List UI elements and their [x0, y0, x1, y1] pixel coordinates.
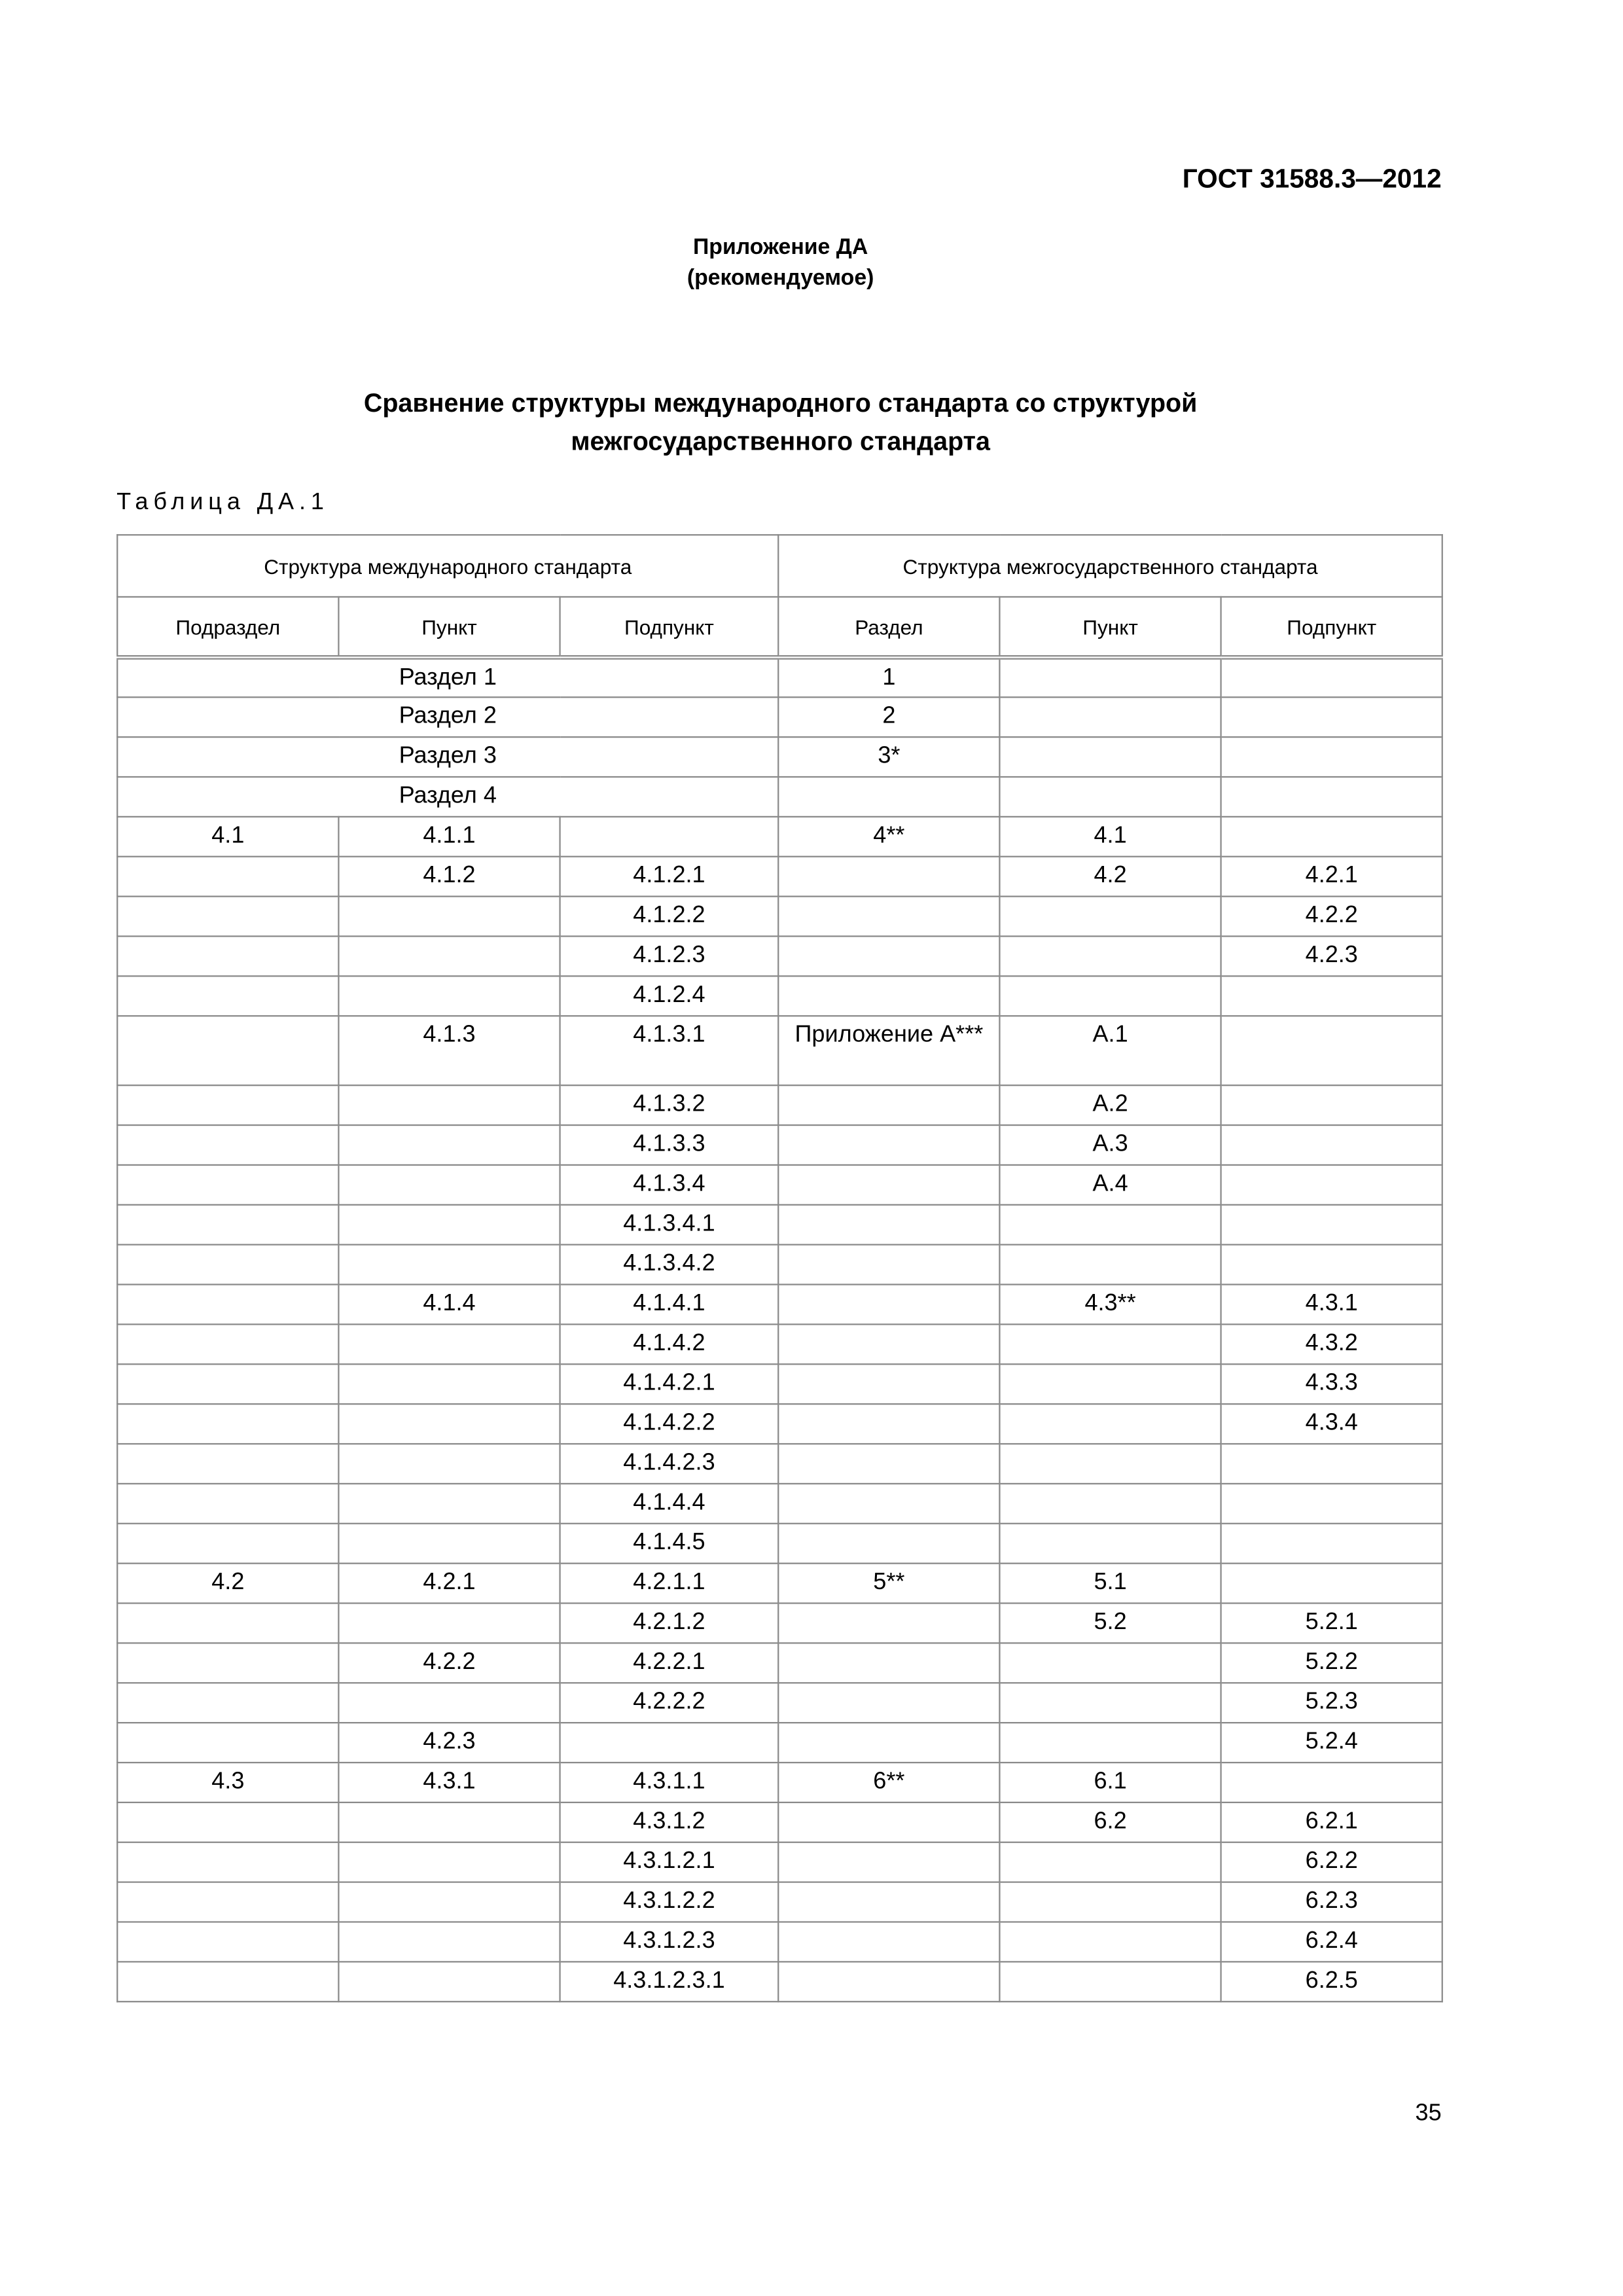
table-cell [778, 1125, 999, 1165]
table-cell: 4.3.1.2.3 [560, 1922, 779, 1962]
table-cell: 4.1.2 [338, 857, 560, 897]
table-cell: 4.1.4.4 [560, 1484, 779, 1524]
table-row [117, 697, 1442, 737]
table-cell: 4.2.1 [338, 1564, 560, 1604]
table-cell [999, 1524, 1221, 1564]
table-cell [999, 1404, 1221, 1444]
group-header-international: Структура международного стандарта [117, 535, 778, 597]
table-cell: 4.1.4 [338, 1285, 560, 1325]
table-cell [778, 1364, 999, 1404]
table-cell [1221, 976, 1442, 1016]
table-cell [1221, 697, 1442, 737]
table-cell: 3* [778, 737, 999, 777]
table-cell [1221, 1165, 1442, 1205]
table-cell: 4** [778, 817, 999, 857]
table-row [117, 1285, 1442, 1325]
table-cell: Раздел 2 [117, 697, 778, 737]
table-cell: 4.2 [117, 1564, 338, 1604]
table-cell [999, 657, 1221, 697]
table-cell [117, 1604, 338, 1643]
table-cell [1221, 1245, 1442, 1285]
table-cell [338, 1484, 560, 1524]
table-row [117, 1404, 1442, 1444]
table-cell [778, 897, 999, 937]
table-cell [338, 1364, 560, 1404]
table-cell [778, 936, 999, 976]
table-cell [560, 1723, 779, 1763]
table-row [117, 1803, 1442, 1842]
table-row [117, 897, 1442, 937]
table-cell: 4.3.1.2 [560, 1803, 779, 1842]
table-cell: Раздел 1 [117, 657, 778, 697]
table-cell: 4.3.1.2.3.1 [560, 1962, 779, 2001]
table-cell [778, 1962, 999, 2001]
table-cell: 4.3.1.2.2 [560, 1882, 779, 1922]
table-cell [1221, 1564, 1442, 1604]
table-row [117, 1165, 1442, 1205]
table-cell [1221, 1484, 1442, 1524]
table-row [117, 1205, 1442, 1245]
table-cell: 4.1.3.4 [560, 1165, 779, 1205]
table-row [117, 1324, 1442, 1364]
table-cell [117, 857, 338, 897]
table-cell [999, 936, 1221, 976]
table-body [117, 657, 1442, 2001]
table-cell: 4.3 [117, 1763, 338, 1803]
table-cell: 5.2.2 [1221, 1643, 1442, 1683]
table-cell [1221, 1125, 1442, 1165]
table-cell [338, 976, 560, 1016]
table-row [117, 817, 1442, 857]
table-cell [999, 1324, 1221, 1364]
table-cell [117, 1723, 338, 1763]
table-cell [117, 1882, 338, 1922]
table-cell [117, 1085, 338, 1125]
table-cell [117, 1444, 338, 1484]
table-cell [338, 1324, 560, 1364]
table-cell [117, 897, 338, 937]
table-row [117, 976, 1442, 1016]
table-cell: 4.1.2.4 [560, 976, 779, 1016]
table-cell: Раздел 4 [117, 777, 778, 817]
table-row [117, 777, 1442, 817]
table-cell: 4.1.2.3 [560, 936, 779, 976]
table-cell [999, 1922, 1221, 1962]
table-cell [117, 1125, 338, 1165]
table-cell [338, 936, 560, 976]
table-row [117, 1484, 1442, 1524]
table-cell: 4.1.4.2.3 [560, 1444, 779, 1484]
table-row [117, 1763, 1442, 1803]
table-cell [999, 1643, 1221, 1683]
table-cell: 4.2.1 [1221, 857, 1442, 897]
table-cell [778, 976, 999, 1016]
table-cell [338, 1962, 560, 2001]
table-cell [117, 976, 338, 1016]
table-cell [1221, 1016, 1442, 1085]
table-row [117, 1524, 1442, 1564]
table-cell [778, 1484, 999, 1524]
table-cell [778, 1803, 999, 1842]
table-cell: 6.2.4 [1221, 1922, 1442, 1962]
column-header: Подпункт [560, 597, 779, 657]
table-cell [999, 1683, 1221, 1723]
structure-comparison-table [116, 534, 1443, 2002]
table-cell [338, 1842, 560, 1882]
table-cell [117, 1245, 338, 1285]
table-cell: 4.1.4.2.2 [560, 1404, 779, 1444]
table-cell: 4.1.3.4.2 [560, 1245, 779, 1285]
table-cell [778, 1922, 999, 1962]
table-cell: 4.3.1.1 [560, 1763, 779, 1803]
table-cell [1221, 737, 1442, 777]
table-cell: 5.2.4 [1221, 1723, 1442, 1763]
table-cell [778, 1842, 999, 1882]
table-cell: 4.1.3.1 [560, 1016, 779, 1085]
table-cell: 4.2.2.1 [560, 1643, 779, 1683]
table-cell [778, 857, 999, 897]
section-title-line-1: Сравнение структуры международного стандарта со структурой [363, 387, 1198, 418]
table-cell [999, 777, 1221, 817]
table-cell [117, 1016, 338, 1085]
annex-status: (рекомендуемое) [687, 265, 874, 291]
table-cell [338, 1604, 560, 1643]
table-cell [338, 1125, 560, 1165]
table-cell: 5.2.3 [1221, 1683, 1442, 1723]
table-row [117, 1016, 1442, 1085]
table-cell [999, 976, 1221, 1016]
document-number: ГОСТ 31588.3—2012 [1182, 164, 1442, 194]
column-header: Пункт [999, 597, 1221, 657]
table-cell [1221, 1085, 1442, 1125]
table-cell: 4.1.3.2 [560, 1085, 779, 1125]
table-cell: 4.3.1.2.1 [560, 1842, 779, 1882]
table-cell: 4.1.4.1 [560, 1285, 779, 1325]
table-cell [117, 1285, 338, 1325]
table-row [117, 857, 1442, 897]
table-cell [338, 1205, 560, 1245]
table-row [117, 1604, 1442, 1643]
table-cell [1221, 1205, 1442, 1245]
table-cell [117, 1683, 338, 1723]
table-row [117, 1085, 1442, 1125]
table-cell: 4.2.2 [338, 1643, 560, 1683]
table-cell [117, 1643, 338, 1683]
table-cell [338, 1882, 560, 1922]
table-cell: А.3 [999, 1125, 1221, 1165]
table-cell [999, 697, 1221, 737]
page-number: 35 [1415, 2101, 1442, 2126]
table-cell [338, 1524, 560, 1564]
table-row [117, 1564, 1442, 1604]
table-row [117, 1125, 1442, 1165]
table-row [117, 1364, 1442, 1404]
table-cell [1221, 1763, 1442, 1803]
table-cell [999, 1723, 1221, 1763]
table-cell [999, 1842, 1221, 1882]
table-cell: 4.1.4.5 [560, 1524, 779, 1564]
table-cell [778, 1524, 999, 1564]
table-row [117, 657, 1442, 697]
table-cell [778, 1604, 999, 1643]
table-cell: 6.2.5 [1221, 1962, 1442, 2001]
table-cell [999, 1364, 1221, 1404]
table-cell: 4.2 [999, 857, 1221, 897]
table-cell [778, 1245, 999, 1285]
table-cell [338, 1444, 560, 1484]
table-row [117, 1882, 1442, 1922]
table-cell: 4.2.3 [338, 1723, 560, 1763]
table-cell [1221, 817, 1442, 857]
table-cell [778, 1643, 999, 1683]
table-cell: 4.2.1.2 [560, 1604, 779, 1643]
table-cell: 4.1.1 [338, 817, 560, 857]
table-cell: 4.1.3.3 [560, 1125, 779, 1165]
table-cell: 6.2 [999, 1803, 1221, 1842]
table-cell [117, 1364, 338, 1404]
table-cell: 6.2.3 [1221, 1882, 1442, 1922]
table-cell: 4.1.3 [338, 1016, 560, 1085]
table-row [117, 1723, 1442, 1763]
table-cell: 4.3.1 [338, 1763, 560, 1803]
table-cell [999, 897, 1221, 937]
table-cell [1221, 1444, 1442, 1484]
table-cell: Раздел 3 [117, 737, 778, 777]
table-cell [778, 1324, 999, 1364]
table-cell [338, 1245, 560, 1285]
table-cell [778, 1882, 999, 1922]
table-cell: 4.2.2 [1221, 897, 1442, 937]
column-header: Пункт [338, 597, 560, 657]
table-cell [117, 1842, 338, 1882]
table-cell: 6.2.2 [1221, 1842, 1442, 1882]
table-cell: А.2 [999, 1085, 1221, 1125]
table-row [117, 1842, 1442, 1882]
table-cell: А.1 [999, 1016, 1221, 1085]
table-cell [1221, 657, 1442, 697]
table-cell: 6.2.1 [1221, 1803, 1442, 1842]
table-cell: 4.1 [999, 817, 1221, 857]
table-cell [1221, 1524, 1442, 1564]
table-cell: 4.3.1 [1221, 1285, 1442, 1325]
table-row [117, 1922, 1442, 1962]
table-cell [778, 1404, 999, 1444]
table-cell: 1 [778, 657, 999, 697]
table-cell [338, 1683, 560, 1723]
table-cell: 5.1 [999, 1564, 1221, 1604]
table-cell: 5.2.1 [1221, 1604, 1442, 1643]
table-cell: 6** [778, 1763, 999, 1803]
table-cell [1221, 777, 1442, 817]
table-cell [338, 1803, 560, 1842]
table-cell [778, 1205, 999, 1245]
table-cell [117, 1962, 338, 2001]
table-cell [778, 1285, 999, 1325]
table-cell [778, 1683, 999, 1723]
table-cell [117, 1324, 338, 1364]
table-cell [778, 1723, 999, 1763]
table-cell: Приложение А*** [778, 1016, 999, 1085]
table-cell [560, 817, 779, 857]
table-cell: 4.3.2 [1221, 1324, 1442, 1364]
table-row [117, 1683, 1442, 1723]
table-cell [778, 1085, 999, 1125]
table-cell: 5.2 [999, 1604, 1221, 1643]
table-cell [778, 1165, 999, 1205]
table-cell [999, 1205, 1221, 1245]
column-header: Подпункт [1221, 597, 1442, 657]
table-cell [338, 1404, 560, 1444]
table-cell [778, 777, 999, 817]
table-cell: 4.1.2.2 [560, 897, 779, 937]
table-cell: 4.3.4 [1221, 1404, 1442, 1444]
table-cell [338, 1165, 560, 1205]
table-cell [338, 1085, 560, 1125]
table-cell [117, 1803, 338, 1842]
table-row [117, 1245, 1442, 1285]
table-cell [338, 1922, 560, 1962]
table-cell: 4.1 [117, 817, 338, 857]
table-cell [999, 1245, 1221, 1285]
table-row [117, 936, 1442, 976]
table-cell [999, 1962, 1221, 2001]
annex-title: Приложение ДА [692, 234, 868, 260]
table-cell [117, 936, 338, 976]
table-row [117, 1643, 1442, 1683]
table-cell: А.4 [999, 1165, 1221, 1205]
table-cell: 4.1.4.2 [560, 1324, 779, 1364]
table-cell [117, 1484, 338, 1524]
table-cell: 4.3.3 [1221, 1364, 1442, 1404]
table-cell: 2 [778, 697, 999, 737]
table-cell: 4.2.1.1 [560, 1564, 779, 1604]
column-header: Раздел [778, 597, 999, 657]
table-cell [999, 1882, 1221, 1922]
column-header: Подраздел [117, 597, 338, 657]
table-cell [117, 1205, 338, 1245]
table-cell: 4.1.3.4.1 [560, 1205, 779, 1245]
table-cell [117, 1922, 338, 1962]
table-cell: 6.1 [999, 1763, 1221, 1803]
table-cell [117, 1165, 338, 1205]
table-row [117, 1962, 1442, 2001]
table-cell [999, 737, 1221, 777]
table-cell: 5** [778, 1564, 999, 1604]
table-cell: 4.2.2.2 [560, 1683, 779, 1723]
table-row [117, 1444, 1442, 1484]
table-cell [999, 1444, 1221, 1484]
table-cell: 4.3** [999, 1285, 1221, 1325]
group-header-interstate: Структура межгосударственного стандарта [778, 535, 1442, 597]
table-cell [778, 1444, 999, 1484]
section-title-line-2: межгосударственного стандарта [571, 426, 990, 456]
table-cell [117, 1404, 338, 1444]
table-row [117, 737, 1442, 777]
table-cell: 4.2.3 [1221, 936, 1442, 976]
table-cell [117, 1524, 338, 1564]
table-cell [999, 1484, 1221, 1524]
table-label: Таблица ДА.1 [116, 490, 329, 515]
table-cell: 4.1.2.1 [560, 857, 779, 897]
table-cell: 4.1.4.2.1 [560, 1364, 779, 1404]
table-cell [338, 897, 560, 937]
